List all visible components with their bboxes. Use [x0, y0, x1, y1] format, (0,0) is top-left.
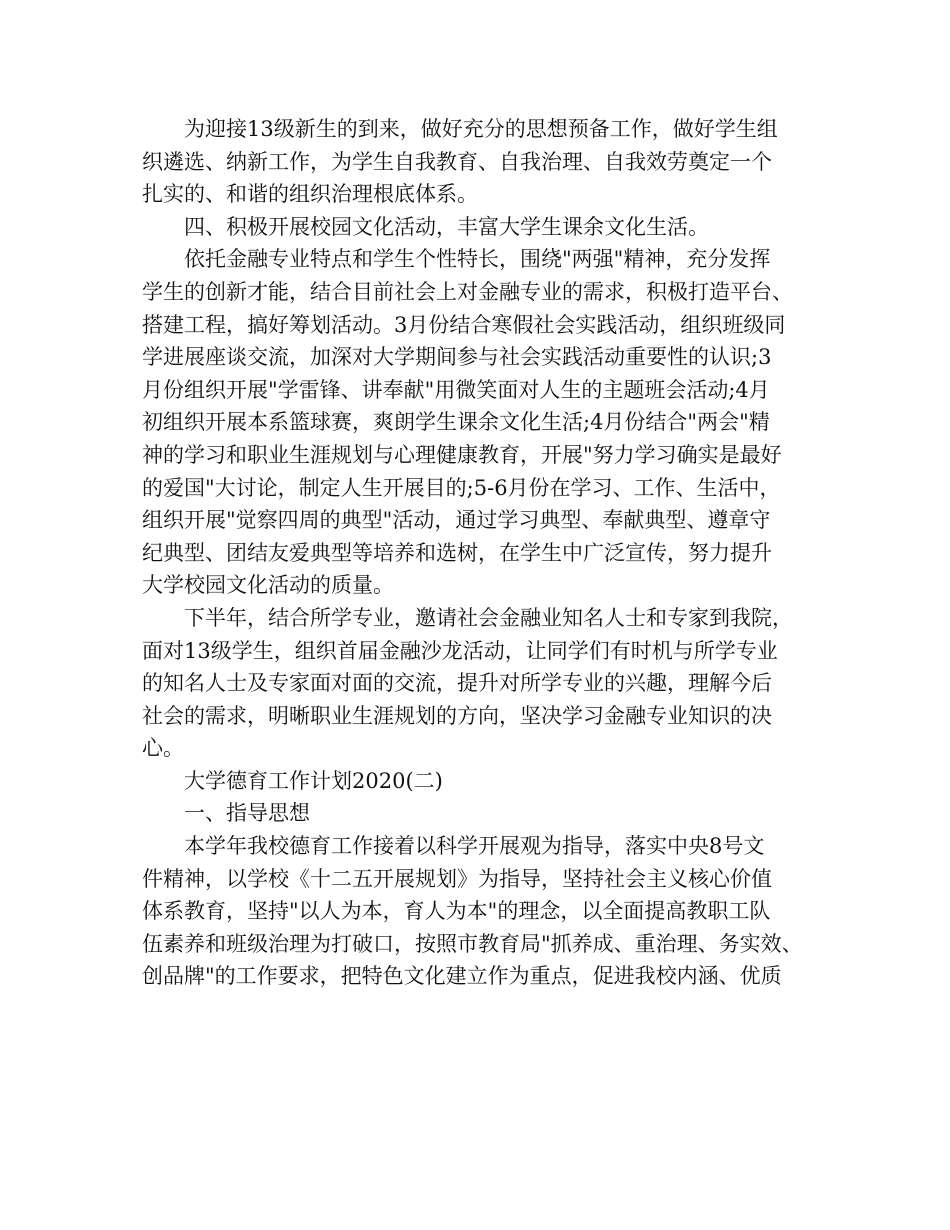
text-line: 搭建工程，搞好筹划活动。3月份结合寒假社会实践活动，组织班级同	[142, 312, 786, 337]
document-body	[142, 113, 812, 993]
text-line: 件精神，以学校《十二五开展规划》为指导，坚持社会主义核心价值	[142, 866, 772, 891]
text-line: 大学校园文化活动的质量。	[142, 573, 394, 598]
text-line: 四、积极开展校园文化活动，丰富大学生课余文化生活。	[184, 214, 709, 239]
text-line: 扎实的、和谐的组织治理根底体系。	[142, 182, 478, 207]
text-line: 社会的需求，明晰职业生涯规划的方向，坚决学习金融专业知识的决	[142, 703, 772, 728]
text-line: 本学年我校德育工作接着以科学开展观为指导，落实中央8号文	[184, 834, 765, 859]
text-line: 织遴选、纳新工作，为学生自我教育、自我治理、自我效劳奠定一个	[142, 149, 772, 174]
text-line: 体系教育，坚持"以人为本，育人为本"的理念，以全面提高教职工队	[142, 899, 771, 924]
text-line: 依托金融专业特点和学生个性特长，围绕"两强"精神，充分发挥	[184, 247, 771, 272]
text-line: 纪典型、团结友爱典型等培养和选树，在学生中广泛宣传，努力提升	[142, 540, 772, 565]
text-line: 为迎接13级新生的到来，做好充分的思想预备工作，做好学生组	[184, 117, 778, 141]
text-line: 大学德育工作计划2020(二)	[184, 768, 443, 793]
text-line: 的知名人士及专家面对面的交流，提升对所学专业的兴趣，理解今后	[142, 671, 772, 696]
text-line: 组织开展"觉察四周的典型"活动，通过学习典型、奉献典型、遵章守	[142, 508, 771, 533]
text-line: 一、指导思想	[184, 801, 310, 826]
text-line: 学进展座谈交流，加深对大学期间参与社会实践活动重要性的认识;3	[142, 345, 772, 370]
text-line: 创品牌"的工作要求，把特色文化建立作为重点，促进我校内涵、优质	[142, 964, 782, 989]
text-line: 的爱国"大讨论，制定人生开展目的;5-6月份在学习、工作、生活中，	[142, 475, 781, 500]
text-line: 学生的创新才能，结合目前社会上对金融专业的需求，积极打造平台、	[142, 279, 793, 304]
text-line: 下半年，结合所学专业，邀请社会金融业知名人士和专家到我院，	[184, 605, 793, 630]
text-line: 月份组织开展"学雷锋、讲奉献"用微笑面对人生的主题班会活动;4月	[142, 377, 770, 402]
text-line: 面对13级学生，组织首届金融沙龙活动，让同学们有时机与所学专业	[142, 638, 778, 663]
text-line: 初组织开展本系篮球赛，爽朗学生课余文化生活;4月份结合"两会"精	[142, 410, 770, 435]
text-line: 心。	[142, 736, 184, 761]
text-line: 伍素养和班级治理为打破口，按照市教育局"抓养成、重治理、务实效、	[142, 931, 803, 956]
text-line: 神的学习和职业生涯规划与心理健康教育，开展"努力学习确实是最好	[142, 442, 782, 467]
